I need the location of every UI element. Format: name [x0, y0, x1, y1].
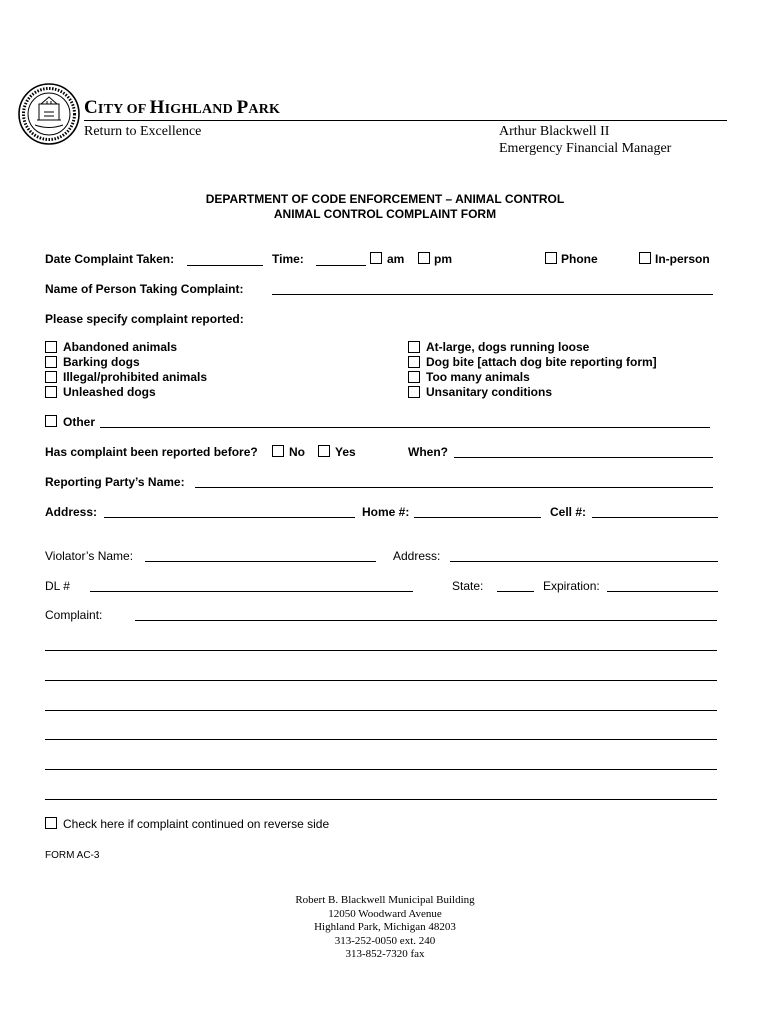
complaint-line[interactable] — [45, 710, 717, 711]
am-label: am — [387, 252, 405, 266]
footer-building: Robert B. Blackwell Municipal Building — [295, 894, 475, 906]
reporting-party-label: Reporting Party’s Name: — [45, 475, 185, 489]
address-label: Address: — [45, 505, 98, 519]
pm-label: pm — [434, 252, 452, 266]
option-label: Illegal/prohibited animals — [63, 370, 208, 384]
at-large-checkbox[interactable] — [408, 341, 420, 353]
specify-label: Please specify complaint reported: — [45, 312, 244, 326]
phone-checkbox[interactable] — [545, 252, 557, 264]
when-field[interactable] — [454, 457, 713, 458]
city-seal-logo — [17, 82, 81, 146]
taker-label: Name of Person Taking Complaint: — [45, 282, 244, 296]
footer-street: 12050 Woodward Avenue — [328, 907, 442, 920]
illegal-animals-checkbox[interactable] — [45, 371, 57, 383]
footer-fax: 313-852-7320 fax — [345, 948, 425, 960]
continued-checkbox[interactable] — [45, 817, 57, 829]
option-label: Unsanitary conditions — [426, 385, 553, 399]
reported-before-label: Has complaint been reported before? — [45, 445, 258, 459]
date-label: Date Complaint Taken: — [45, 252, 175, 266]
barking-dogs-checkbox[interactable] — [45, 356, 57, 368]
violator-address-label: Address: — [393, 549, 441, 563]
complaint-line[interactable] — [45, 769, 717, 770]
address-field[interactable] — [104, 517, 355, 518]
cell-field[interactable] — [592, 517, 718, 518]
footer-address — [0, 894, 770, 962]
when-label: When? — [408, 445, 448, 459]
dog-bite-checkbox[interactable] — [408, 356, 420, 368]
violator-address-field[interactable] — [450, 561, 718, 562]
city-title: CITY OF HIGHLAND PARK — [84, 97, 281, 118]
state-label: State: — [452, 579, 484, 593]
complaint-line[interactable] — [45, 680, 717, 681]
home-label: Home #: — [362, 505, 410, 519]
continued-label: Check here if complaint continued on reverse side — [63, 817, 330, 831]
motto: Return to Excellence — [84, 124, 202, 139]
complaint-field[interactable] — [135, 620, 717, 621]
complaint-line[interactable] — [45, 650, 717, 651]
no-checkbox[interactable] — [272, 445, 284, 457]
complaint-line[interactable] — [45, 739, 717, 740]
complaint-label: Complaint: — [45, 608, 103, 622]
cell-label: Cell #: — [550, 505, 587, 519]
dl-field[interactable] — [90, 591, 413, 592]
department-heading: DEPARTMENT OF CODE ENFORCEMENT – ANIMAL CONTROL — [205, 192, 565, 206]
complaint-line[interactable] — [45, 799, 717, 800]
inperson-checkbox[interactable] — [639, 252, 651, 264]
option-label: Dog bite [attach dog bite reporting form] — [426, 355, 657, 369]
state-field[interactable] — [497, 591, 534, 592]
violator-label: Violator’s Name: — [45, 549, 134, 563]
footer-phone: 313-252-0050 ext. 240 — [334, 934, 436, 947]
taker-field[interactable] — [272, 294, 713, 295]
option-label: Barking dogs — [63, 355, 140, 369]
unleashed-dogs-checkbox[interactable] — [45, 386, 57, 398]
no-label: No — [289, 445, 305, 459]
too-many-animals-checkbox[interactable] — [408, 371, 420, 383]
home-field[interactable] — [414, 517, 541, 518]
time-field[interactable] — [316, 265, 366, 266]
option-label: Unleashed dogs — [63, 385, 156, 399]
abandoned-animals-checkbox[interactable] — [45, 341, 57, 353]
option-label: Too many animals — [426, 370, 530, 384]
manager-name: Arthur Blackwell II — [499, 124, 610, 139]
other-label: Other — [63, 415, 96, 429]
header-rule — [84, 120, 727, 121]
inperson-label: In-person — [655, 252, 710, 266]
other-field[interactable] — [100, 427, 710, 428]
dl-label: DL # — [45, 579, 70, 593]
date-field[interactable] — [187, 265, 263, 266]
am-checkbox[interactable] — [370, 252, 382, 264]
form-code: FORM AC-3 — [45, 850, 100, 861]
expiration-label: Expiration: — [543, 579, 600, 593]
other-checkbox[interactable] — [45, 415, 57, 427]
expiration-field[interactable] — [607, 591, 718, 592]
option-label: Abandoned animals — [63, 340, 178, 354]
manager-title: Emergency Financial Manager — [499, 141, 672, 156]
pm-checkbox[interactable] — [418, 252, 430, 264]
form-title: ANIMAL CONTROL COMPLAINT FORM — [273, 207, 497, 221]
violator-field[interactable] — [145, 561, 376, 562]
yes-checkbox[interactable] — [318, 445, 330, 457]
yes-label: Yes — [335, 445, 356, 459]
footer-city: Highland Park, Michigan 48203 — [314, 921, 456, 933]
option-label: At-large, dogs running loose — [426, 340, 590, 354]
unsanitary-checkbox[interactable] — [408, 386, 420, 398]
phone-label: Phone — [561, 252, 598, 266]
reporting-party-field[interactable] — [195, 487, 713, 488]
time-label: Time: — [272, 252, 304, 266]
